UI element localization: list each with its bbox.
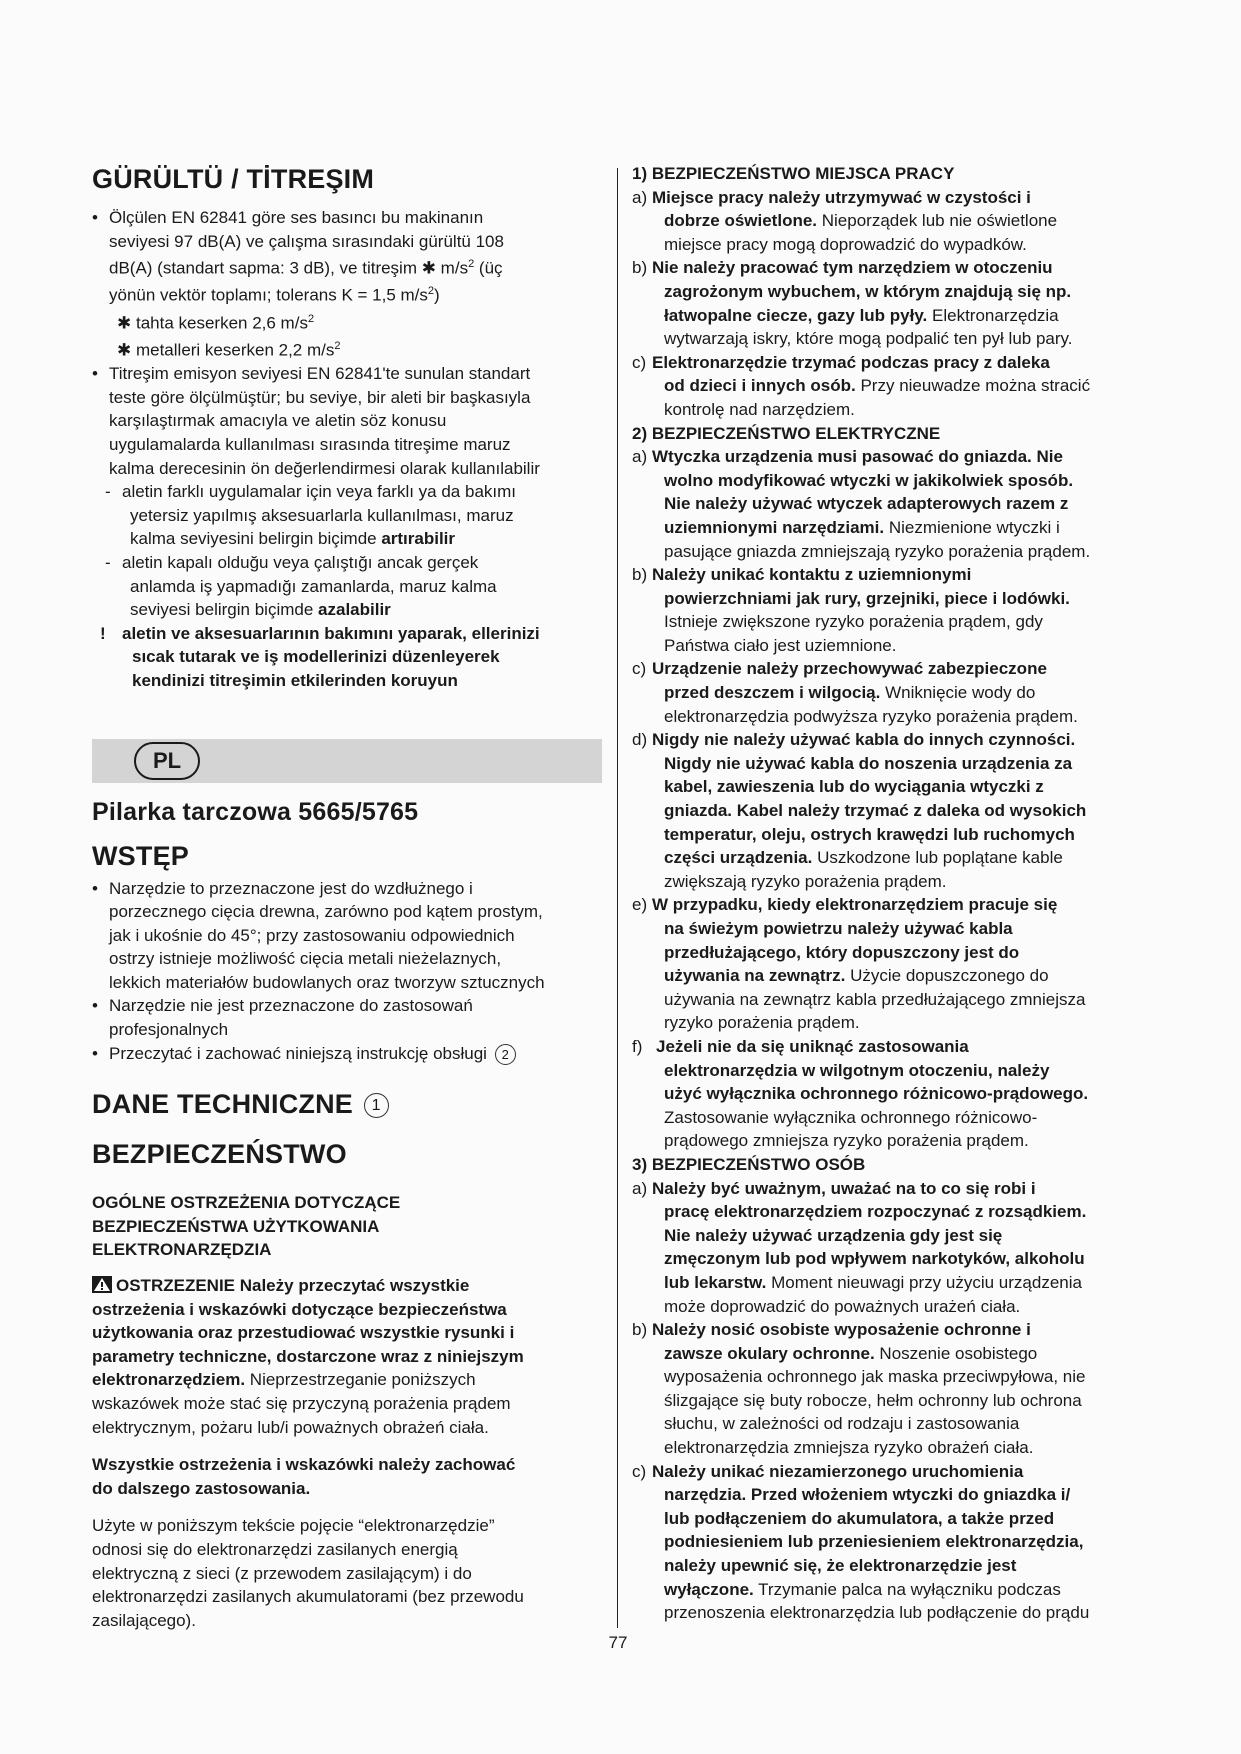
text-line: elektronarzędzia zmniejsza ryzyko obrażeń ciała. [664,1438,1034,1458]
term-definition-paragraph [92,1514,602,1632]
bold-span: Należy unikać kontaktu z uziemnionymi [652,565,972,585]
text-span: OSTRZEZENIE Należy przeczytać wszystkie [116,1276,470,1296]
text-line [122,598,602,622]
bold-span: podniesieniem lub przeniesieniem elektronarzędzia, [664,1532,1084,1552]
noise-bullet-1 [92,206,602,308]
bold-span: Nie należy używać wtyczek adapterowych razem z [664,494,1069,514]
workplace-item-c [632,351,1152,422]
bold-span: Elektronarzędzie trzymać podczas pracy z daleka [652,352,1050,372]
text-line: Zastosowanie wyłącznika ochronnego różnicowo- [664,1107,1038,1127]
item-letter: c) [632,659,647,679]
text-span: Użycie dopuszczonego do [845,966,1049,986]
text-line: teste göre ölçülmüştür; bu seviye, bir aleti bir başkasıyla [109,387,531,407]
text-line: • Ölçülen EN 62841 göre ses basıncı bu makinanın [109,208,484,227]
text-span: Przy nieuwadze można stracić [855,376,1091,396]
bold-span: Nie należy pracować tym narzędziem w otoczeniu [652,258,1053,278]
text-line: ryzyko porażenia prądem. [664,1013,860,1033]
electrical-item-d [632,728,1152,893]
text-line: ślizgające się buty robocze, hełm ochronny lub ochrona [664,1390,1082,1410]
text-span: kalma seviyesini belirgin biçimde [130,529,382,549]
item-letter: a) [632,1178,648,1198]
left-column [92,162,602,1632]
electrical-item-f [632,1035,1152,1153]
text-line: elektrycznym, pożaru lub/i poważnych obrażeń ciała. [92,1417,489,1437]
text-line: ostrzy istnieje możliwość cięcia metali nieżelaznych, [109,949,502,969]
bold-span: przed deszczem i wilgocią. [664,683,881,703]
bold-span: dobrze oświetlone. [664,211,818,231]
text-line: profesjonalnych [109,1020,229,1040]
bold-span: Wtyczka urządzenia musi pasować do gniazda. Nie [652,447,1063,467]
text-line: wytwarzają iskry, które mogą podpalić ten pył lub pary. [664,329,1073,349]
text-span: Elektronarzędzia [927,305,1059,325]
intro-bullet-2 [92,994,602,1041]
item-letter: f) [632,1036,643,1056]
product-title: Pilarka tarczowa 5665/5765 [92,797,419,826]
text-line [92,1274,602,1298]
bold-span: powierzchniami jak rury, grzejniki, piece i lodówki. [664,588,1070,608]
text-line: jak i ukośnie do 45°; przy zastosowaniu odpowiednich [109,925,515,945]
text-span: ) [434,286,440,306]
personal-item-b [632,1318,1152,1460]
bold-span: Nigdy nie należy używać kabla do innych czynności. [652,730,1076,750]
bold-span: lub podłączeniem do akumulatora, a także przed [664,1508,1055,1528]
text-span: Niezmienione wtyczki i [884,517,1060,537]
bold-span: lub lekarstw. [664,1272,767,1292]
warning-triangle-icon [92,1276,112,1293]
bold-span: Nigdy nie używać kabla do noszenia urządzenia za [664,753,1073,773]
text-line [109,280,602,307]
electrical-item-b [632,563,1152,657]
language-band [92,739,602,783]
personal-safety-heading: 3) BEZPIECZEŃSTWO OSÓB [632,1154,866,1174]
bold-span: Miejsce pracy należy utrzymywać w czystości i [652,187,1031,207]
text-line: BEZPIECZEŃSTWA UŻYTKOWANIA [92,1216,380,1236]
bold-span: zmęczonym lub pod wpływem narkotyków, alkoholu [664,1249,1085,1269]
general-warnings-heading [92,1191,602,1262]
noise-heading: GÜRÜLTÜ / TİTREŞIM [92,164,375,194]
figure-ref-1-icon: 1 [364,1093,389,1118]
bold-span: należy upewnić się, że elektronarzędzie jest [664,1556,1017,1576]
intro-bullet-3 [92,1042,602,1066]
text-line: sıcak tutarak ve iş modellerinizi düzenleyerek [132,647,500,667]
text-line: aletin farklı uygulamalar için veya farklı ya da bakımı [122,482,517,502]
workplace-safety-heading: 1) BEZPIECZEŃSTWO MIEJSCA PRACY [632,164,955,183]
text-line: Użyte w poniższym tekście pojęcie “elektronarzędzie” [92,1516,495,1536]
text-line: Istnieje zwiększone ryzyko porażenia prądem, gdy [664,612,1043,632]
bold-span: temperatur, oleju, ostrych krawędzi lub ruchomych [664,824,1075,844]
safety-heading: BEZPIECZEŃSTWO [92,1139,347,1170]
bold-span: wyłączone. [664,1579,754,1599]
bold-span: gniazda. Kabel należy trzymać z daleka od wysokich [664,801,1087,821]
text-line: przenoszenia elektronarzędzia lub podłączenie do prądu [664,1603,1090,1623]
text-line: anlamda iş yapmadığı zamanlarda, maruz kalma [130,576,497,596]
bold-span: pracę elektronarzędziem rozpoczynać z rozsądkiem. [664,1202,1087,1222]
text-line [92,1368,602,1392]
text-span: Noszenie osobistego [874,1343,1038,1363]
text-span: dB(A) (standart sapma: 3 dB), ve titreşim ✱ m/s [109,258,469,278]
text-line: odnosi się do elektronarzędzi zasilanych energią [92,1539,458,1559]
electrical-item-e [632,893,1152,1035]
bold-span: Należy być uważnym, uważać na to co się robi i [652,1178,1036,1198]
text-line [122,527,602,551]
superscript: 2 [334,339,341,352]
text-line: kalma derecesinin ön değerlendirmesi olarak kullanılabilir [109,458,540,478]
text-line: elektronarzędzia podwyższa ryzyko porażenia prądem. [664,706,1078,726]
text-span: seviyesi belirgin biçimde [130,600,319,620]
bold-span: przedłużającego, który dopuszczony jest do [664,942,1020,962]
bold-span: zawsze okulary ochronne. [664,1343,875,1363]
item-letter: a) [632,187,648,207]
text-line: yetersiz yapılmış aksesuarlarla kullanılması, maruz [130,505,514,525]
intro-bullet-1 [92,877,602,995]
text-line: seviyesi 97 dB(A) ve çalışma sırasındaki gürültü 108 [109,231,504,251]
text-line: elektryczną z sieci (z przewodem zasilającym) i do [92,1563,472,1583]
right-column [632,162,1152,1625]
text-line: zwiększają ryzyko porażenia prądem. [664,871,947,891]
noise-dash-1 [92,480,602,551]
text-line: wyposażenia ochronnego jak maska przeciwpyłowa, nie [664,1367,1086,1387]
text-span: Uszkodzone lub poplątane kable [812,848,1063,868]
item-letter: b) [632,1320,648,1340]
text-span: (üç [474,258,503,278]
noise-dash-2 [92,551,602,622]
bold-span: elektronarzędzia w wilgotnym otoczeniu, należy [664,1060,1050,1080]
text-line: zasilającego). [92,1610,196,1630]
bold-span: Jeżeli nie da się uniknąć zastosowania [656,1036,969,1056]
item-letter: c) [632,1461,647,1481]
item-letter: b) [632,258,648,278]
item-letter: b) [632,565,648,585]
item-letter: d) [632,730,648,750]
text-span: Przeczytać i zachować niniejszą instrukcję obsługi [109,1043,487,1063]
text-span: Nieporządek lub nie oświetlone [817,211,1058,231]
text-line: OGÓLNE OSTRZEŻENIA DOTYCZĄCE [92,1193,401,1213]
text-line: aletin kapalı olduğu veya çalıştığı ancak gerçek [122,552,479,572]
bold-span: łatwopalne ciecze, gazy lub pyły. [664,305,928,325]
workplace-item-a [632,186,1152,257]
bold-span: wolno modyfikować wtyczki w jakikolwiek sposób. [664,470,1074,490]
electrical-item-c [632,657,1152,728]
text-line: prądowego zmniejsza ryzyko porażenia prądem. [664,1131,1029,1151]
bold-span: artırabilir [381,529,456,549]
text-line: • Titreşim emisyon seviyesi EN 62841'te sunulan standart [109,364,531,384]
text-line: kontrolę nad narzędziem. [664,399,855,419]
text-line: • Narzędzie nie jest przeznaczone do zastosowań [109,996,473,1016]
language-badge-pl: PL [134,742,200,780]
text-span: yönün vektör toplamı; tolerans K = 1,5 m/s [109,286,428,306]
text-line: kendinizi titreşimin etkilerinden koruyun [132,670,458,690]
bold-span: azalabilir [318,600,391,620]
text-line: karşılaştırmak amacıyla ve aletin söz konusu [109,411,447,431]
text-line: używania na zewnątrz kabla przedłużającego zmniejsza [664,989,1086,1009]
text-line: może doprowadzić do poważnych urażeń ciała. [664,1296,1021,1316]
item-letter: a) [632,447,648,467]
text-line: Wszystkie ostrzeżenia i wskazówki należy zachować [92,1455,516,1475]
electrical-item-a [632,445,1152,563]
text-line: do dalszego zastosowania. [92,1478,311,1498]
bold-span: W przypadku, kiedy elektronarzędziem pracuje się [652,895,1058,915]
text-span: ✱ metalleri keserken 2,2 m/s [117,340,335,360]
text-span: Trzymanie palca na wyłączniku podczas [753,1579,1061,1599]
superscript: 2 [427,285,435,298]
text-span: Wniknięcie wody do [880,683,1036,703]
text-line [109,253,602,280]
text-line: lekkich materiałów budowlanych oraz tworzyw sztucznych [109,972,545,992]
bold-span: Należy unikać niezamierzonego uruchomienia [652,1461,1024,1481]
text-line: słuchu, w zależności od rodzaju i zastosowania [664,1414,1020,1434]
warning-paragraph [92,1274,602,1439]
figure-ref-2-icon: 2 [495,1044,516,1065]
bold-span: Należy nosić osobiste wyposażenie ochronne i [652,1320,1031,1340]
text-span: Nieprzestrzeganie poniższych [245,1370,476,1390]
noise-star-2 [92,335,602,362]
superscript: 2 [468,258,475,271]
tech-data-heading [92,1087,602,1121]
noise-exclamation-note [92,622,602,693]
keep-instructions-note [92,1453,602,1500]
intro-heading: WSTĘP [92,840,190,871]
personal-item-a [632,1177,1152,1319]
item-letter: e) [632,895,648,915]
text-span: ✱ tahta keserken 2,6 m/s [117,313,308,333]
bold-span: użyć wyłącznika ochronnego różnicowo-prądowego. [664,1084,1089,1104]
bold-span: Urządzenie należy przechowywać zabezpieczone [652,659,1047,679]
text-line: ostrzeżenia i wskazówki dotyczące bezpieczeństwa [92,1299,507,1319]
item-letter: c) [632,352,647,372]
workplace-item-b [632,256,1152,350]
dash-marker: - [105,482,111,502]
text-line: parametry techniczne, dostarczone wraz z niniejszym [92,1346,524,1366]
bold-span: elektronarzędziem. [92,1370,246,1390]
personal-item-c [632,1460,1152,1625]
text-line: ELEKTRONARZĘDZIA [92,1240,272,1260]
text-line: uygulamalarda kullanılması sırasında titreşime maruz [109,434,511,454]
bold-span: na świeżym powietrzu należy używać kabla [664,919,1013,938]
bold-span: od dzieci i innych osób. [664,376,856,396]
text-line: porzecznego cięcia drewna, zarówno pod kątem prostym, [109,902,543,922]
column-divider [617,168,618,1628]
bold-span: używania na zewnątrz. [664,966,846,986]
electrical-safety-heading: 2) BEZPIECZEŃSTWO ELEKTRYCZNE [632,423,941,443]
bold-span: Nie należy używać urządzenia gdy jest się [664,1225,1003,1245]
bold-span: części urządzenia. [664,848,813,868]
page-number: 77 [608,1633,628,1652]
text-line: użytkowania oraz przestudiować wszystkie rysunki i [92,1323,515,1343]
text-line: Państwa ciało jest uziemnione. [664,635,897,655]
bold-span: zagrożonym wybuchem, w którym znajdują się np. [664,281,1072,301]
heading-text: DANE TECHNICZNE [92,1089,354,1120]
text-line: miejsce pracy mogą doprowadzić do wypadków. [664,234,1027,254]
text-line: wskazówek może stać się przyczyną porażenia prądem [92,1394,511,1413]
exclamation-marker: ! [100,623,106,643]
text-line: pasujące gniazda zmniejszają ryzyko porażenia prądem. [664,541,1091,561]
dash-marker: - [105,552,111,572]
text-line: aletin ve aksesuarlarının bakımını yaparak, ellerinizi [122,623,540,643]
bold-span: uziemnionymi narzędziami. [664,517,885,537]
bold-span: kabel, zawieszenia lub do wyciągania wtyczki z [664,777,1044,797]
text-line: elektronarzędzi zasilanych akumulatorami (bez przewodu [92,1587,524,1607]
noise-star-1 [92,308,602,335]
text-span: Moment nieuwagi przy użyciu urządzenia [766,1272,1082,1292]
bold-span: narzędzia. Przed włożeniem wtyczki do gniazdka i/ [664,1485,1071,1505]
noise-bullet-2 [92,362,602,480]
superscript: 2 [307,312,315,325]
text-line: • Narzędzie to przeznaczone jest do wzdłużnego i [109,878,473,898]
